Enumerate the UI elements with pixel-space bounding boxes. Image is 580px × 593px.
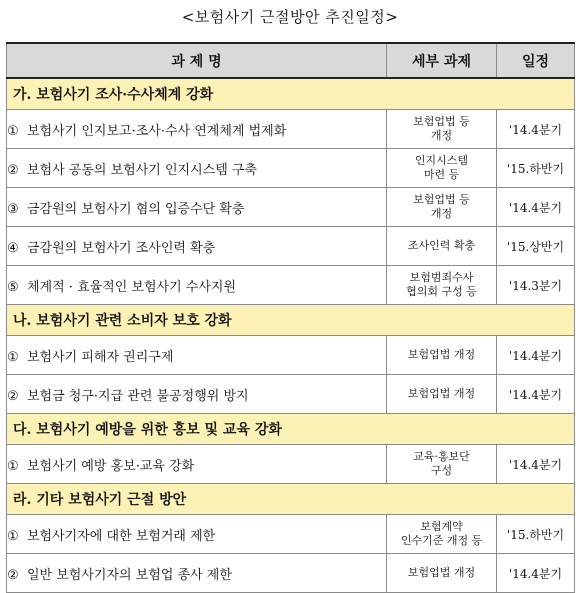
schedule-table <box>6 42 575 593</box>
item-number: ① <box>7 458 19 474</box>
header-task: 과 제 명 <box>7 43 387 78</box>
task-name: 보험금 청구·지급 관련 불공정행위 방지 <box>27 388 249 404</box>
detail-line: 보험업법 등 <box>413 193 470 206</box>
schedule-cell: '14.4분기 <box>497 110 575 149</box>
table-row <box>7 227 575 266</box>
item-number: ② <box>7 388 19 404</box>
section-label: 라. 기타 보험사기 근절 방안 <box>7 484 575 515</box>
table-row <box>7 375 575 414</box>
task-name: 보험사기 인지보고·조사·수사 연계체계 법제화 <box>27 123 287 139</box>
section-row <box>7 305 575 336</box>
detail-line: 보험업법 개정 <box>407 348 476 361</box>
task-cell <box>7 336 387 375</box>
task-cell <box>7 266 387 305</box>
detail-cell <box>387 266 497 305</box>
task-name: 체계적 · 효율적인 보험사기 수사지원 <box>27 279 237 295</box>
detail-line: 교육·홍보단 <box>413 450 470 463</box>
task-name: 보험사기 예방 홍보·교육 강화 <box>27 458 195 474</box>
detail-cell <box>387 554 497 593</box>
detail-line: 보험업법 개정 <box>407 387 476 400</box>
schedule-cell: '14.4분기 <box>497 554 575 593</box>
item-number: ① <box>7 349 19 365</box>
table-row <box>7 149 575 188</box>
table-row <box>7 266 575 305</box>
schedule-cell: '15.상반기 <box>497 227 575 266</box>
table-row <box>7 336 575 375</box>
schedule-cell: '15.하반기 <box>497 149 575 188</box>
section-label: 가. 보험사기 조사·수사체계 강화 <box>7 78 575 110</box>
detail-cell <box>387 336 497 375</box>
task-name: 일반 보험사기자의 보험업 종사 제한 <box>27 567 232 583</box>
section-row <box>7 78 575 110</box>
section-label: 다. 보험사기 예방을 위한 홍보 및 교육 강화 <box>7 414 575 445</box>
item-number: ④ <box>7 240 19 256</box>
detail-line: 마련 등 <box>423 168 460 181</box>
detail-cell <box>387 227 497 266</box>
table-row <box>7 445 575 484</box>
task-cell <box>7 445 387 484</box>
schedule-cell: '14.4분기 <box>497 445 575 484</box>
section-row <box>7 414 575 445</box>
detail-line: 구성 <box>430 464 453 477</box>
detail-line: 개정 <box>430 129 453 142</box>
header-schedule: 일정 <box>497 43 575 78</box>
section-row <box>7 484 575 515</box>
item-number: ① <box>7 123 19 139</box>
detail-line: 보험업법 개정 <box>407 566 476 579</box>
table-row <box>7 554 575 593</box>
task-name: 보험사기 피해자 권리구제 <box>27 349 174 365</box>
detail-line: 협의회 구성 등 <box>406 285 477 298</box>
task-cell <box>7 554 387 593</box>
detail-cell <box>387 515 497 554</box>
table-body <box>7 78 575 593</box>
task-cell <box>7 188 387 227</box>
item-number: ① <box>7 528 19 544</box>
detail-line: 보험범죄수사 <box>409 271 474 284</box>
schedule-cell: '14.4분기 <box>497 188 575 227</box>
detail-line: 보험업법 등 <box>413 115 470 128</box>
schedule-cell: '15.하반기 <box>497 515 575 554</box>
detail-line: 보험계약 <box>420 520 463 533</box>
item-number: ③ <box>7 201 19 217</box>
section-label: 나. 보험사기 관련 소비자 보호 강화 <box>7 305 575 336</box>
task-cell <box>7 375 387 414</box>
task-cell <box>7 110 387 149</box>
task-name: 금감원의 보험사기 혐의 입증수단 확충 <box>27 201 245 217</box>
detail-line: 조사인력 확충 <box>407 239 476 252</box>
schedule-cell: '14.4분기 <box>497 336 575 375</box>
schedule-cell: '14.3분기 <box>497 266 575 305</box>
item-number: ② <box>7 162 19 178</box>
detail-line: 인수기준 개정 등 <box>400 534 483 547</box>
task-name: 금감원의 보험사기 조사인력 확충 <box>27 240 216 256</box>
table-row <box>7 110 575 149</box>
detail-cell <box>387 149 497 188</box>
task-cell <box>7 227 387 266</box>
task-cell <box>7 515 387 554</box>
item-number: ② <box>7 567 19 583</box>
table-row <box>7 515 575 554</box>
schedule-cell: '14.4분기 <box>497 375 575 414</box>
header-detail: 세부 과제 <box>387 43 497 78</box>
header-row <box>7 43 575 78</box>
detail-cell <box>387 445 497 484</box>
table-row <box>7 188 575 227</box>
detail-cell <box>387 110 497 149</box>
task-name: 보험사기자에 대한 보험거래 제한 <box>27 528 216 544</box>
detail-cell <box>387 375 497 414</box>
detail-line: 개정 <box>430 207 453 220</box>
document-title: <보험사기 근절방안 추진일정> <box>181 8 399 26</box>
task-name: 보험사 공동의 보험사기 인지시스템 구축 <box>27 162 258 178</box>
detail-line: 인지시스템 <box>414 154 469 167</box>
detail-cell <box>387 188 497 227</box>
item-number: ⑤ <box>7 279 19 295</box>
task-cell <box>7 149 387 188</box>
